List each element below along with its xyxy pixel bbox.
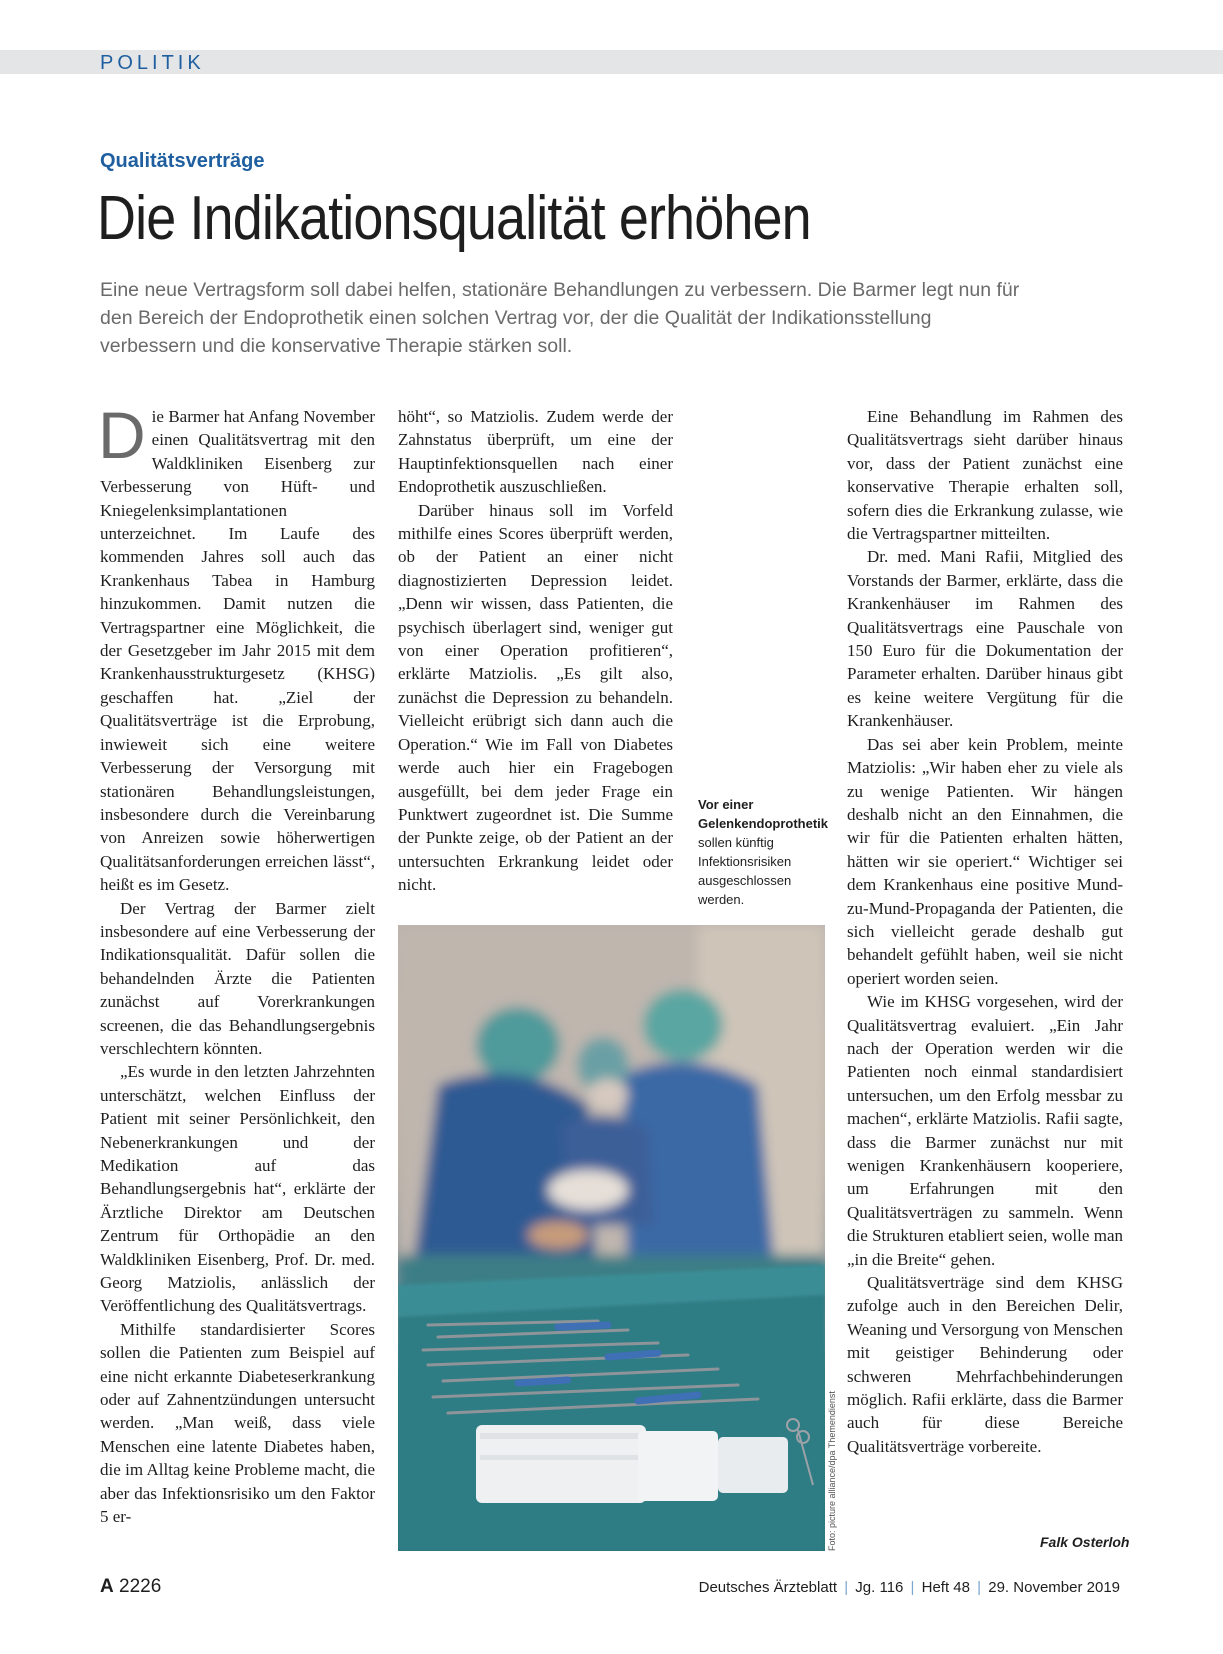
footer-journal-info <box>699 1579 1120 1596</box>
caption-text: sollen künftig Infektionsrisiken ausgeschlossen werden. <box>698 835 792 907</box>
photo-caption <box>698 795 828 909</box>
page-letter: A <box>100 1576 114 1597</box>
article-column-2 <box>398 405 673 897</box>
separator: | <box>977 1579 982 1596</box>
article-column-3 <box>847 405 1123 1458</box>
surgery-photo <box>398 925 825 1551</box>
caption-title: Vor einer Gelenkendoprothetik <box>698 797 829 831</box>
paragraph: Eine Behandlung im Rahmen des Qualitätsvertrags sieht darüber hinaus vor, dass der Patient zunächst eine konservative Therapie erhalten soll, sofern dies die Erkrankung zulasse, wie die Vertragspartner mitteilten. <box>847 407 1123 544</box>
separator: | <box>844 1579 849 1596</box>
section-label: POLITIK <box>100 52 205 74</box>
paragraph: „Es wurde in den letzten Jahrzehnten unterschätzt, welchen Einfluss der Patient mit seiner Persönlichkeit, den Nebenerkrankungen und der Medikation auf das Behandlungsergebnis hat“, erklärte der Ärztliche Direktor am Deutschen Zentrum für Orthopädie an den Waldkliniken Eisenberg, Prof. Dr. med. Georg Matziolis, anlässlich der Veröffentlichung des Qualitätsvertrags. <box>100 1062 375 1316</box>
journal-volume: Jg. 116 <box>855 1579 904 1596</box>
article-author: Falk Osterloh <box>1040 1534 1130 1550</box>
paragraph: Das sei aber kein Problem, meinte Matziolis: „Wir haben eher zu viele als zu wenige Patienten. Wir hängen deshalb nicht an den Einnahmen, die wir für die Patienten erhalten hätten, hätten wir sie operiert.“ Wichtiger sei dem Krankenhaus eine positive Mund-zu-Mund-Propaganda der Patienten, die sich vielleicht gerade deshalb gut behandelt gefühlt haben, weil sie nicht operiert worden seien. <box>847 734 1123 988</box>
journal-issue: Heft 48 <box>921 1579 970 1596</box>
article-lead: Eine neue Vertragsform soll dabei helfen, stationäre Behandlungen zu verbessern. Die Barmer legt nun für den Bereich der Endoprothetik einen solchen Vertrag vor, der die Qualität der Indikationsstellung verbessern und die konservative Therapie stärken soll. <box>100 279 1020 357</box>
separator: | <box>910 1579 915 1596</box>
journal-date: 29. November 2019 <box>988 1579 1120 1596</box>
page-number <box>100 1576 161 1598</box>
journal-name: Deutsches Ärzteblatt <box>698 1579 838 1596</box>
article-title: Die Indikationsqualität erhöhen <box>97 184 811 253</box>
paragraph: Der Vertrag der Barmer zielt insbesondere auf eine Verbesserung der Indikationsqualität. Dafür sollen die behandelnden Ärzte die Patienten zunächst auf Vorerkrankungen screenen, die das Behandlungsergebnis verschlechtern könnten. <box>100 898 375 1058</box>
paragraph: Dr. med. Mani Rafii, Mitglied des Vorstands der Barmer, erklärte, dass die Krankenhäuser im Rahmen des Qualitätsvertrags eine Pauschale von 150 Euro für die Dokumentation der Parameter erhalten. Darüber hinaus gibt es keine weitere Vergütung für die Krankenhäuser. <box>847 547 1123 731</box>
article-column-1 <box>98 398 375 1529</box>
photo-credit: Foto: picture alliance/dpa Themendienst <box>827 1391 837 1551</box>
paragraph: Darüber hinaus soll im Vorfeld mithilfe eines Scores überprüft werden, ob der Patient an einer nicht diagnostizierten Depression leidet. „Denn wir wissen, dass Patienten, die psychisch überlagert sind, weniger gut von einer Operation profitieren“, erklärte Matziolis. „Es gilt also, zunächst die Depression zu behandeln. Vielleicht erübrigt sich dann auch die Operation.“ Wie im Fall von Diabetes werde auch hier ein Fragebogen ausgefüllt, bei dem jeder Frage ein Punktwert zugeordnet ist. Die Summe der Punkte zeige, ob der Patient an der untersuchten Erkrankung leidet oder nicht. <box>398 500 673 895</box>
paragraph: Mithilfe standardisierter Scores sollen die Patienten zum Beispiel auf eine nicht erkannte Diabeteserkrankung oder auf Zahnentzündungen untersucht werden. „Man weiß, dass viele Menschen eine latente Diabetes haben, die im Alltag keine Probleme macht, die aber das Infektionsrisiko um den Faktor 5 er- <box>100 1319 375 1527</box>
paragraph: Wie im KHSG vorgesehen, wird der Qualitätsvertrag evaluiert. „Ein Jahr nach der Operation werden wir die Patienten noch einmal standardisiert untersuchen, um den Erfolg messbar zu machen“, erklärte Matziolis. Rafii sagte, dass die Barmer zunächst nur mit wenigen Krankenhäusern kooperiere, um Erfahrungen mit den Qualitätsverträgen zu sammeln. Wenn die Strukturen etabliert seien, wolle man „in die Breite“ gehen. <box>847 992 1123 1269</box>
paragraph: Qualitätsverträge sind dem KHSG zufolge auch in den Bereichen Delir, Weaning und Versorgung von Menschen mit geistiger Behinderung oder schweren Mehrfachbehinderungen möglich. Rafii erklärte, dass die Barmer auch für diese Bereiche Qualitätsverträge vorbereite. <box>847 1273 1123 1456</box>
drop-cap: D <box>98 398 146 472</box>
page-number-value: 2226 <box>119 1576 162 1597</box>
paragraph: Die Barmer hat Anfang November einen Qualitätsvertrag mit den Waldkliniken Eisenberg zur Verbesserung von Hüft- und Kniegelenksimplantationen unterzeichnet. Im Laufe des kommenden Jahres soll auch das Krankenhaus Tabea in Hamburg hinzukommen. Damit nutzen die Vertragspartner eine Möglichkeit, die der Gesetzgeber im Jahr 2015 mit dem Krankenhausstrukturgesetz (KHSG) geschaffen hat. „Ziel der Qualitätsverträge ist die Erprobung, inwieweit sich eine weitere Verbesserung der Versorgung mit stationären Behandlungsleistungen, insbesondere durch die Vereinbarung von Anreizen sowie höherwertigen Qualitätsanforderungen erreichen lässt“, heißt es im Gesetz. <box>98 398 375 895</box>
paragraph: höht“, so Matziolis. Zudem werde der Zahnstatus überprüft, um eine der Hauptinfektionsquellen nach einer Endoprothetik auszuschließen. <box>398 407 673 497</box>
article-kicker: Qualitätsverträge <box>100 150 265 172</box>
